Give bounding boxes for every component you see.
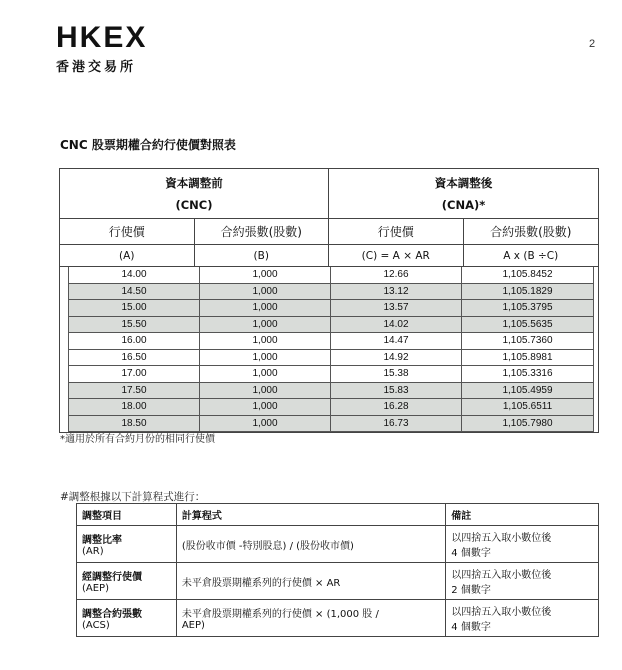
table-cell: 16.00	[69, 333, 200, 349]
note-line: 以四捨五入取小數位後	[451, 570, 552, 581]
after-title: 資本調整後	[434, 175, 493, 190]
col-header: 合約張數(股數)	[195, 219, 330, 245]
table-cell: 1,000	[200, 416, 331, 432]
header-after	[329, 169, 598, 219]
table-cell: 1,000	[200, 399, 331, 415]
formula-expression	[176, 526, 445, 563]
table-cell: 1,000	[200, 383, 331, 399]
table-cell: 1,000	[200, 333, 331, 349]
formula-header: 調整項目	[77, 504, 177, 526]
table-cell: 14.00	[69, 267, 200, 283]
item-name: 調整合約張數	[82, 609, 142, 620]
col-code: (A)	[60, 245, 195, 267]
logo-subtitle: 香港交易所	[56, 60, 137, 75]
table-cell: 18.50	[69, 416, 200, 432]
table-cell: 1,105.6511	[502, 401, 553, 412]
formula-table	[76, 503, 599, 637]
col-code: A x (B ÷C)	[464, 245, 599, 267]
table-cell: 1,105.5635	[502, 318, 553, 330]
table-cell: 1,000	[200, 366, 331, 382]
table-row	[69, 333, 593, 350]
table-cell: 15.38	[331, 366, 462, 382]
table-row	[69, 399, 593, 416]
formula-expression	[176, 563, 445, 600]
item-code: (AEP)	[82, 583, 109, 594]
page-number: 2	[589, 38, 596, 50]
table-cell: 1,105.7980	[502, 417, 553, 429]
table-cell: 1,000	[200, 300, 331, 316]
note-line: 2 個數字	[451, 585, 491, 596]
table-cell: 15.83	[331, 383, 462, 399]
table-cell: 1,000	[200, 284, 331, 300]
col-header: 行使價	[60, 219, 195, 245]
table-cell: 1,000	[200, 267, 331, 283]
formula-row	[77, 526, 599, 563]
table-cell: 1,105.3795	[502, 302, 553, 313]
formula-item	[77, 600, 177, 637]
strike-price-table	[59, 168, 599, 433]
table-row	[69, 267, 593, 284]
table-cell: 13.57	[331, 300, 462, 316]
formula-text: (股份收市價 -特別股息) / (股份收市價)	[181, 540, 354, 552]
table-cell: 1,000	[200, 317, 331, 333]
formula-title: #調整根據以下計算程式進行：	[60, 491, 206, 503]
formula-note	[446, 526, 599, 563]
note-line: 4 個數字	[451, 548, 491, 559]
table-body	[68, 267, 594, 432]
table-cell: 1,105.3316	[502, 368, 553, 379]
table-cell: 15.50	[69, 317, 200, 333]
formula-note	[446, 600, 599, 637]
item-code: (ACS)	[82, 620, 110, 631]
table-row	[69, 284, 593, 301]
header-before	[60, 169, 329, 219]
table-cell: 1,105.7360	[502, 335, 553, 346]
table-cell: 14.92	[331, 350, 462, 366]
table-cell: 15.00	[69, 300, 200, 316]
formula-text: 未平倉股票期權系列的行使價 × AR	[181, 577, 341, 589]
item-name: 經調整行使價	[82, 572, 142, 583]
hkex-logo	[56, 22, 147, 75]
footnote: *適用於所有合約月份的相同行使價	[60, 434, 215, 445]
document-title: CNC 股票期權合約行使價對照表	[60, 138, 236, 152]
formula-item	[77, 526, 177, 563]
item-code: (AR)	[82, 546, 104, 557]
table-cell: 14.02	[331, 317, 462, 333]
note-line: 以四捨五入取小數位後	[451, 533, 552, 544]
col-header: 合約張數(股數)	[464, 219, 599, 245]
table-cell: 14.47	[331, 333, 462, 349]
after-code: (CNA)*	[441, 197, 486, 212]
table-cell: 1,105.8452	[502, 269, 553, 280]
table-cell: 1,105.8981	[502, 351, 553, 363]
note-line: 4 個數字	[451, 622, 491, 633]
formula-row	[77, 600, 599, 637]
table-cell: 17.50	[69, 383, 200, 399]
table-cell: 14.50	[69, 284, 200, 300]
table-row	[69, 317, 593, 334]
table-cell: 16.50	[69, 350, 200, 366]
formula-header: 計算程式	[176, 504, 445, 526]
table-cell: 12.66	[331, 267, 462, 283]
logo-text: HKEX	[56, 21, 148, 54]
table-cell: 1,105.1829	[502, 285, 553, 297]
table-cell: 18.00	[69, 399, 200, 415]
formula-header-row	[77, 504, 599, 526]
before-title: 資本調整前	[165, 175, 223, 190]
formula-expression	[176, 600, 445, 637]
table-row	[69, 366, 593, 383]
table-row	[69, 350, 593, 367]
col-header: 行使價	[329, 219, 464, 245]
col-code: (C) = A × AR	[329, 245, 464, 267]
before-code: (CNC)	[175, 197, 213, 212]
table-cell: 17.00	[69, 366, 200, 382]
col-code: (B)	[195, 245, 330, 267]
formula-item	[77, 563, 177, 600]
formula-header: 備註	[446, 504, 599, 526]
formula-text-cont: AEP)	[181, 620, 205, 631]
table-cell: 16.73	[331, 416, 462, 432]
formula-note	[446, 563, 599, 600]
table-cell: 1,105.4959	[502, 384, 553, 396]
table-row	[69, 300, 593, 317]
table-cell: 16.28	[331, 399, 462, 415]
item-name: 調整比率	[82, 535, 122, 546]
table-cell: 13.12	[331, 284, 462, 300]
note-line: 以四捨五入取小數位後	[451, 607, 552, 618]
formula-text: 未平倉股票期權系列的行使價 × (1,000 股 /	[181, 609, 379, 620]
formula-row	[77, 563, 599, 600]
table-row	[69, 383, 593, 400]
table-cell: 1,000	[200, 350, 331, 366]
